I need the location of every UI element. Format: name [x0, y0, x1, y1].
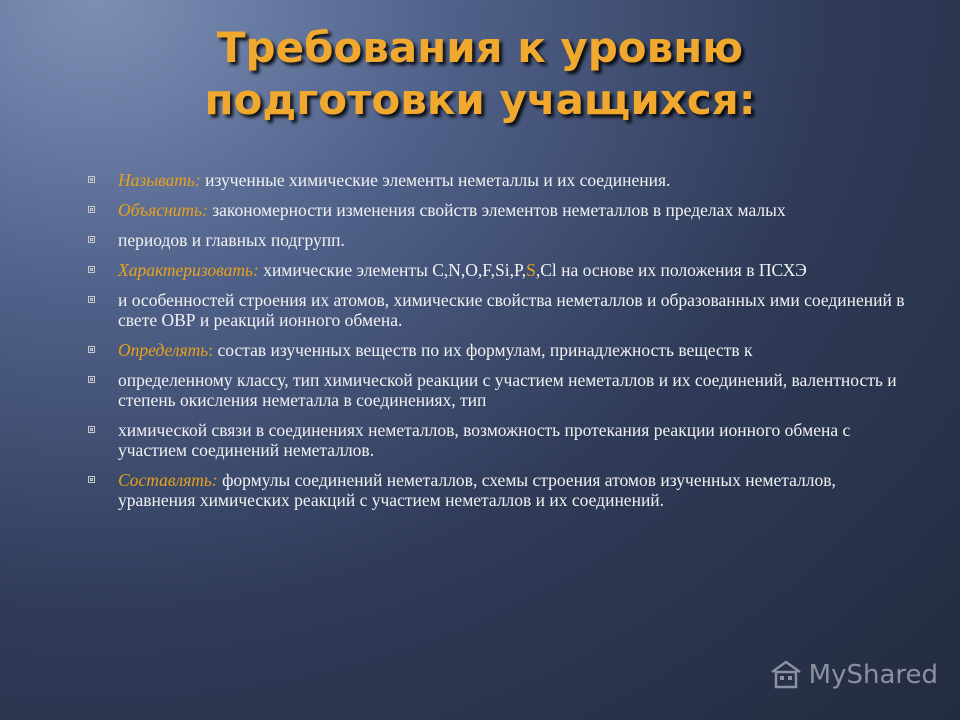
item-text: химические элементы C,N,O,F,Si,P,: [258, 260, 527, 280]
square-bullet-icon: [88, 296, 95, 303]
list-item: [82, 170, 912, 190]
keyword: Определять: [118, 340, 209, 360]
square-bullet-icon: [88, 266, 95, 273]
list-item: [82, 200, 912, 220]
square-bullet-icon: [88, 236, 95, 243]
item-text: ,Cl на основе их положения в ПСХЭ: [535, 260, 807, 280]
highlighted-element: S: [526, 260, 536, 280]
title-line-2: подготовки учащихся:: [204, 75, 756, 124]
keyword: Называть:: [118, 170, 201, 190]
item-text: закономерности изменения свойств элементов неметаллов в пределах малых: [207, 200, 786, 220]
item-text: определенному классу, тип химической реакции с участием неметаллов и их соединений, валентность и степень окисления неметалла в соединениях, тип: [118, 370, 897, 410]
myshared-logo-icon: [769, 658, 803, 692]
square-bullet-icon: [88, 476, 95, 483]
list-item: [82, 290, 912, 330]
keyword-colon: :: [208, 340, 214, 360]
item-text: периодов и главных подгрупп.: [118, 230, 345, 250]
watermark-logo: [769, 658, 938, 692]
title-line-1: Требования к уровню: [216, 23, 744, 72]
square-bullet-icon: [88, 376, 95, 383]
item-text: химической связи в соединениях неметаллов, возможность протекания реакции ионного обмена с участием соединений неметаллов.: [118, 420, 851, 460]
list-item: [82, 370, 912, 410]
square-bullet-icon: [88, 426, 95, 433]
keyword: Характеризовать:: [118, 260, 259, 280]
item-text: состав изученных веществ по их формулам, принадлежность веществ к: [213, 340, 753, 360]
list-item: [82, 470, 912, 510]
item-text: изученные химические элементы неметаллы и их соединения.: [200, 170, 671, 190]
list-item: [82, 340, 912, 360]
keyword: Составлять:: [118, 470, 218, 490]
requirements-list: [82, 170, 912, 520]
square-bullet-icon: [88, 176, 95, 183]
square-bullet-icon: [88, 346, 95, 353]
keyword: Объяснить:: [118, 200, 208, 220]
list-item: [82, 260, 912, 280]
watermark-text: MyShared: [808, 660, 938, 690]
list-item: [82, 420, 912, 460]
list-item: [82, 230, 912, 250]
square-bullet-icon: [88, 206, 95, 213]
item-text: и особенностей строения их атомов, химические свойства неметаллов и образованных ими соединений в свете ОВР и реакций ионного обмена.: [118, 290, 905, 330]
slide-title: [0, 22, 960, 126]
item-text: формулы соединений неметаллов, схемы строения атомов изученных неметаллов, уравнения химических реакций с участием неметаллов и их соединений.: [118, 470, 836, 510]
